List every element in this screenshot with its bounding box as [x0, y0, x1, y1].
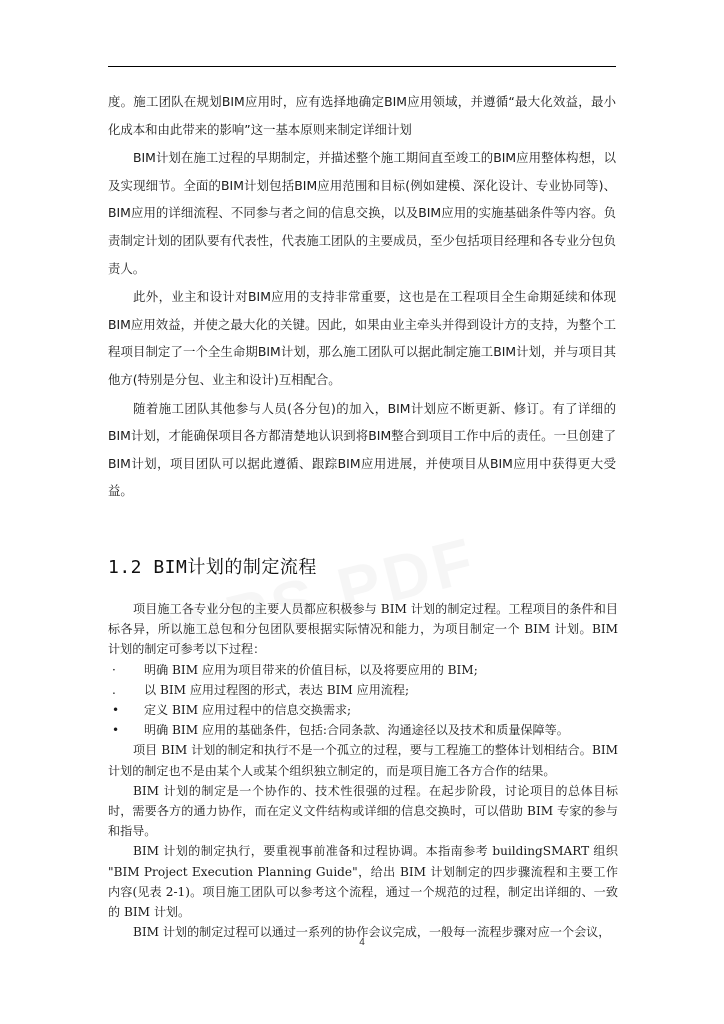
paragraph: BIM计划在施工过程的早期制定，并描述整个施工期间直至竣工的BIM应用整体构想，以及实现细节。全面的BIM计划包括BIM应用范围和目标(例如建模、深化设计、专业协同等)、BIM应用的详细流程、不同参与者之间的信息交换，以及BIM应用的实施基础条件等内容。负责制定计划的团队要有代表性，代表施工团队的主要成员，至少包括项目经理和各专业分包负责人。 — [108, 150, 617, 276]
list-item-text: 明确 BIM 应用为项目带来的价值目标，以及将要应用的 BIM; — [144, 662, 478, 677]
intro-paragraph: 项目施工各专业分包的主要人员都应积极参与 BIM 计划的制定过程。工程项目的条件和目标各异，所以施工总包和分包团队要根据实际情况和能力，为项目制定一个 BIM 计划。BIM 计划的制定可参考以下过程： — [108, 602, 618, 657]
paragraph: 随着施工团队其他参与人员(各分包)的加入，BIM计划应不断更新、修订。有了详细的BIM计划，才能确保项目各方都清楚地认识到将BIM整合到项目工作中后的责任。一旦创建了BIM计划，项目团队可以据此遵循、跟踪BIM应用进展，并使项目从BIM应用中获得更大受益。 — [108, 400, 616, 499]
paragraph: 度。施工团队在规划BIM应用时，应有选择地确定BIM应用领域，并遵循“最大化效益，最小化成本和由此带来的影响”这一基本原则来制定详细计划 — [108, 94, 616, 137]
page-number: 4 — [359, 937, 365, 948]
paragraph: 此外，业主和设计对BIM应用的支持非常重要，这也是在工程项目全生命期延续和体现BIM应用效益，并使之最大化的关键。因此，如果由业主牵头并得到设计方的支持，为整个工程项目制定了一个全生命期BIM计划，那么施工团队可以据此制定施工BIM计划，并与项目其他方(特别是分包、业主和设计)互相配合。 — [108, 289, 616, 387]
bullet-marker: . — [112, 682, 116, 697]
section-1-body — [108, 88, 616, 505]
list-item-text: 以 BIM 应用过程图的形式，表达 BIM 应用流程; — [144, 682, 410, 697]
section-2-body — [108, 599, 618, 942]
list-item — [108, 660, 618, 680]
paragraph: BIM 计划的制定过程可以通过一系列的协作会议完成，一般每一流程步骤对应一个会议， — [133, 925, 611, 940]
paragraph: BIM 计划的制定是一个协作的、技术性很强的过程。在起步阶段，讨论项目的总体目标时，需要各方的通力协作，而在定义文件结构或详细的信息交换时，可以借助 BIM 专家的参与和指导。 — [108, 783, 618, 839]
bullet-marker: • — [112, 723, 120, 738]
list-item-text: 定义 BIM 应用过程中的信息交换需求; — [144, 703, 352, 718]
paragraph: BIM 计划的制定执行，要重视事前准备和过程协调。本指南参考 buildingSMART 组织 "BIM Project Execution Planning Guide"，给出 BIM 计划制定的四步骤流程和主要工作内容(见表 2-1)。项目施工团队可以参考这个流程，通过一个规范的过程，制定出详细的、一致的 BIM 计划。 — [108, 844, 618, 920]
section-heading: 1.2 BIM计划的制定流程 — [108, 557, 317, 578]
list-item-text: 明确 BIM 应用的基础条件，包括:合同条款、沟通途径以及技术和质量保障等。 — [144, 723, 569, 738]
paragraph: 项目 BIM 计划的制定和执行不是一个孤立的过程，要与工程施工的整体计划相结合。BIM 计划的制定也不是由某个人或某个组织独立制定的，而是项目施工各方合作的结果。 — [108, 743, 618, 778]
list-item — [108, 700, 618, 720]
list-item — [108, 720, 618, 740]
bullet-marker: · — [112, 662, 116, 677]
header-rule — [108, 66, 616, 67]
bullet-marker: • — [112, 703, 120, 718]
list-item — [108, 680, 618, 700]
